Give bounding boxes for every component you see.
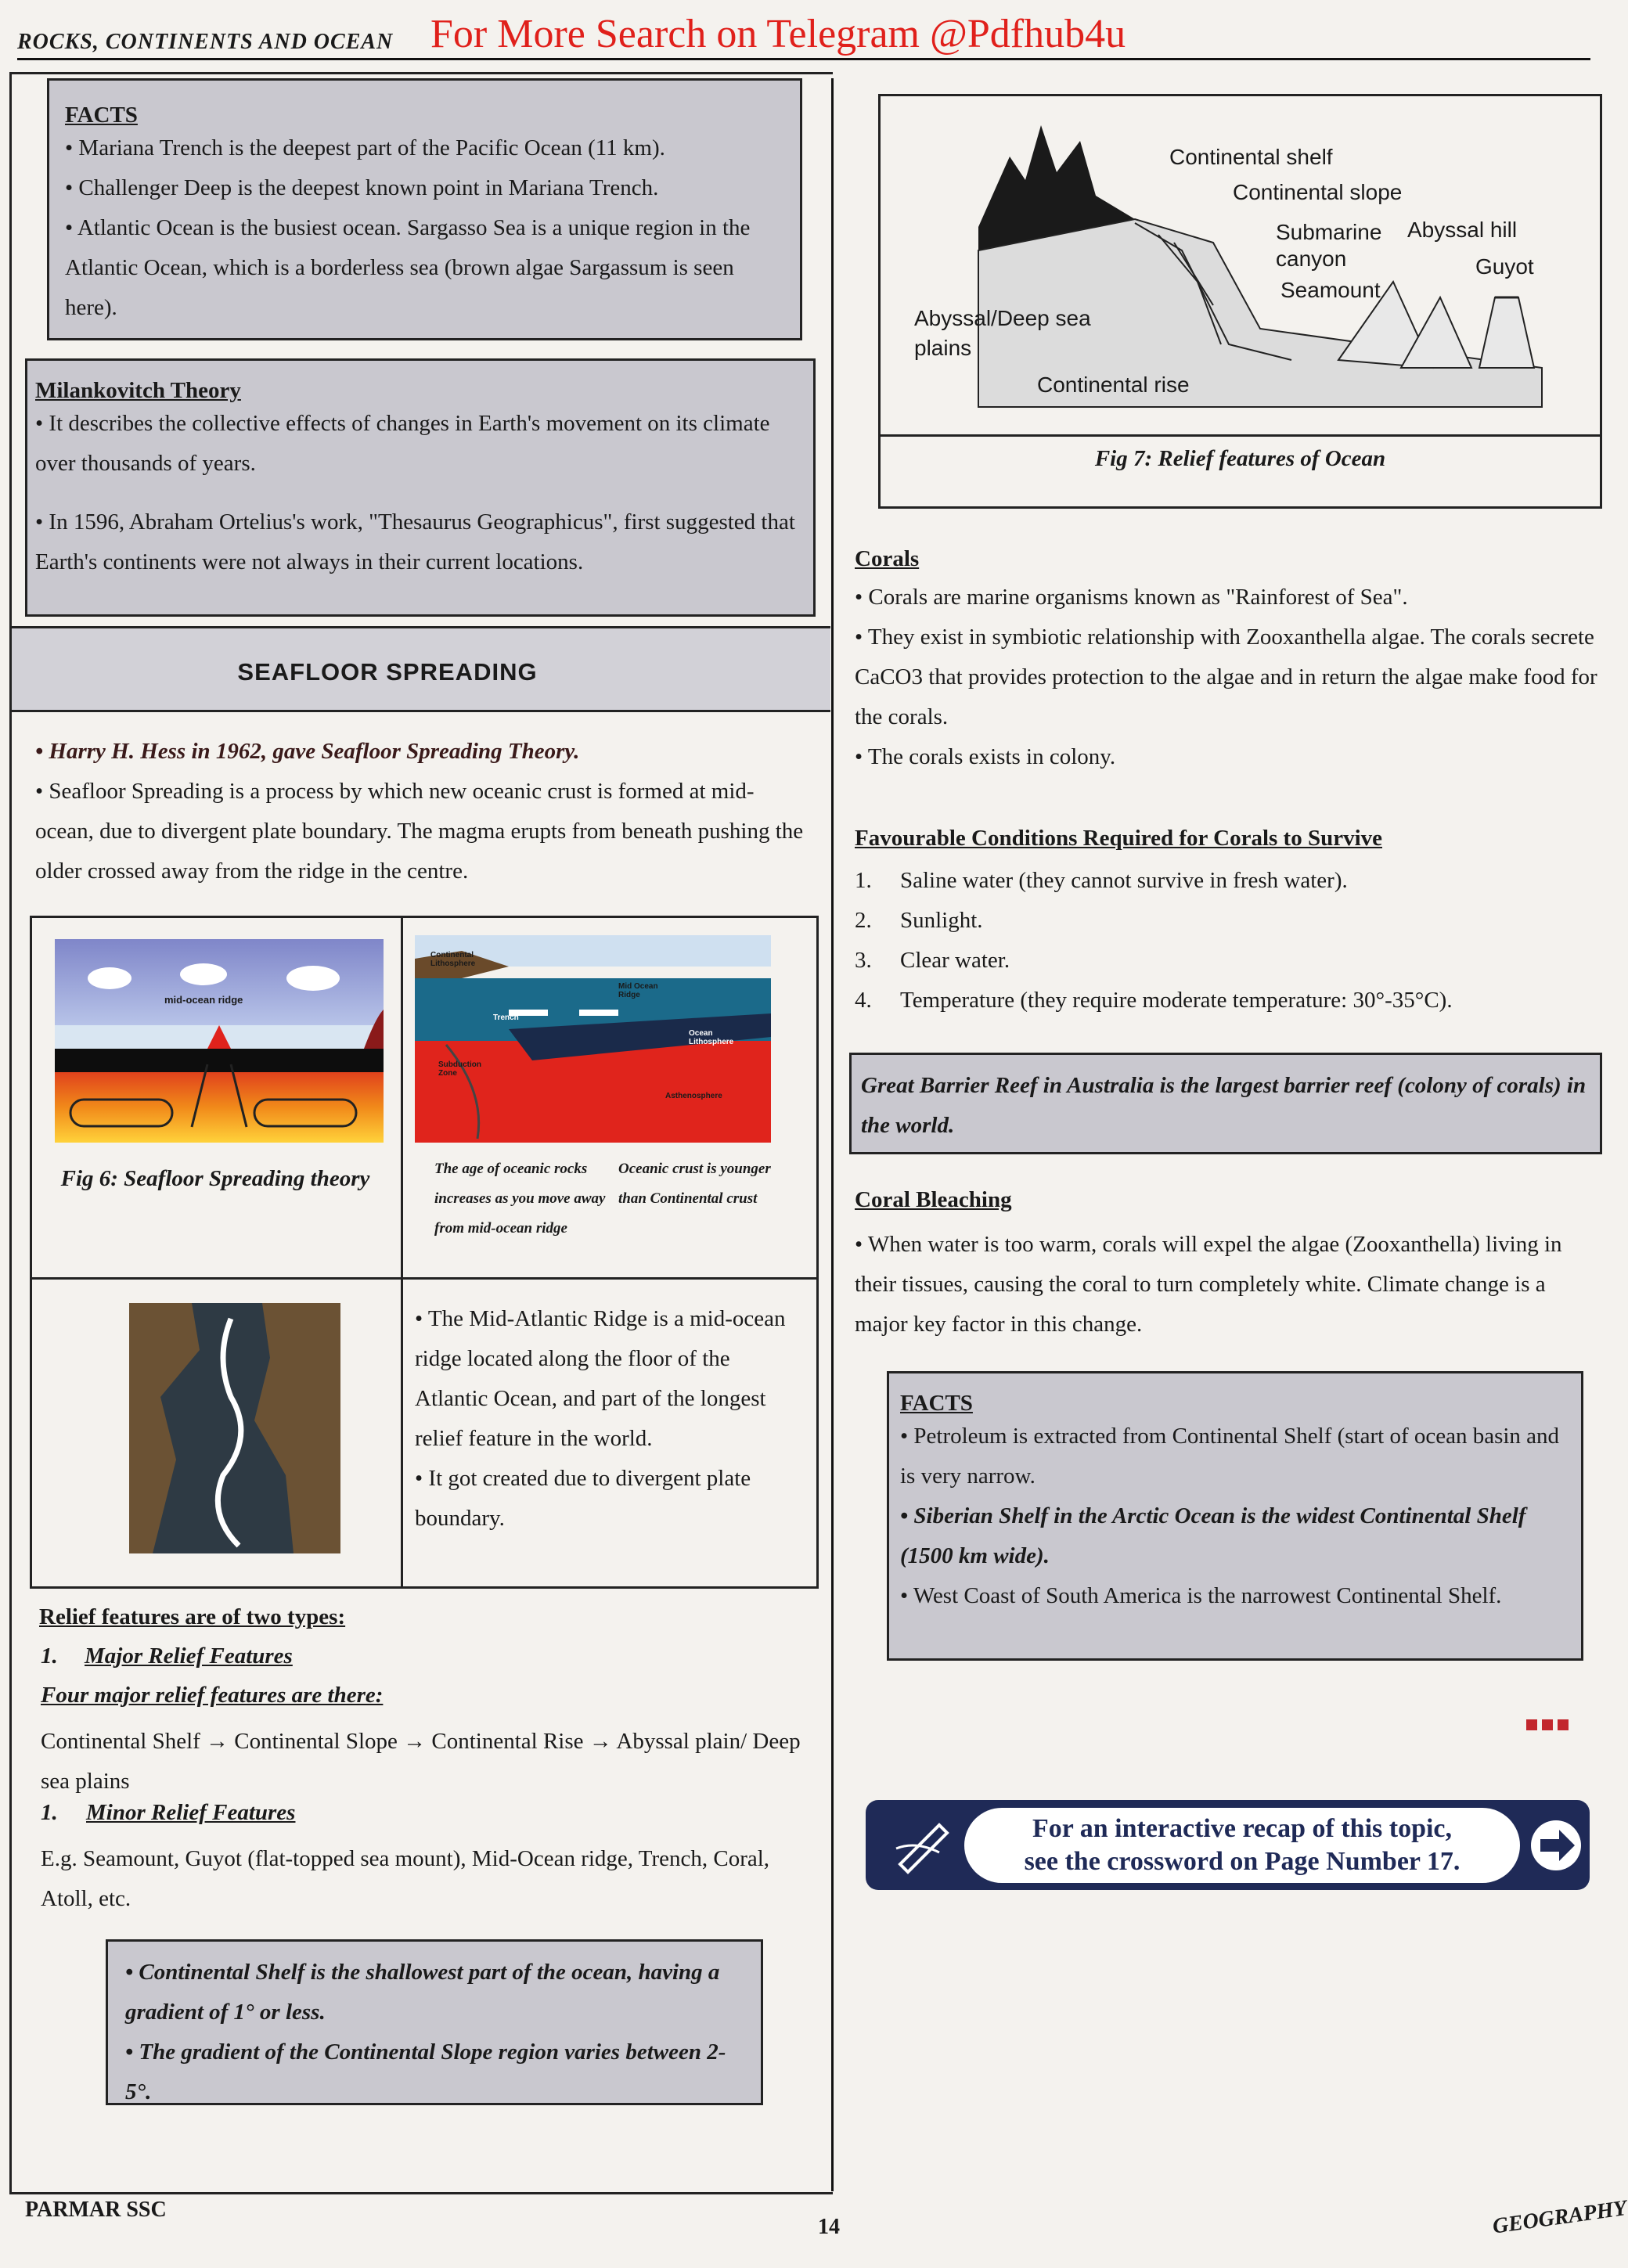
note-crust: Oceanic crust is younger than Continental crust	[618, 1161, 771, 1207]
condition-text: Saline water (they cannot survive in fresh water).	[900, 868, 1348, 893]
diagram-label: Mid Ocean Ridge	[618, 982, 658, 999]
relief-major-num: 1.	[41, 1643, 58, 1669]
condition-num: 2.	[855, 908, 872, 933]
reef-text: Great Barrier Reef in Australia is the largest barrier reef (colony of corals) in the world.	[861, 1073, 1587, 1138]
fig6-caption: Fig 6: Seafloor Spreading theory	[60, 1166, 370, 1191]
recap-line1: For an interactive recap of this topic,	[1032, 1814, 1453, 1843]
facts-title: FACTS	[65, 103, 138, 128]
fig7-rule	[878, 434, 1602, 437]
facts-title: FACTS	[900, 1391, 973, 1416]
fig7-label: Continental shelf	[1169, 145, 1333, 169]
mid-atlantic-map	[129, 1303, 340, 1553]
coral-item: • Corals are marine organisms known as "Rainforest of Sea".	[855, 578, 1598, 617]
condition-text: Clear water.	[900, 948, 1010, 973]
relief-sequence: Continental Shelf → Continental Slope → Continental Rise → Abyssal plain/ Deep sea plains	[41, 1729, 801, 1794]
corals-title: Corals	[855, 546, 920, 571]
recap-line2: see the crossword on Page Number 17.	[1024, 1847, 1461, 1876]
condition-num: 4.	[855, 988, 872, 1013]
relief-title: Relief features are of two types:	[39, 1604, 346, 1629]
conditions-list	[855, 861, 1598, 1021]
relief-major: Major Relief Features	[85, 1643, 293, 1669]
diagram-label: Asthenosphere	[665, 1092, 722, 1100]
fig7-label: Submarine canyon	[1276, 220, 1382, 271]
telegram-banner: For More Search on Telegram @Pdfhub4u	[430, 12, 1126, 56]
fact-item: • Siberian Shelf in the Arctic Ocean is the widest Continental Shelf (1500 km wide).	[900, 1496, 1570, 1576]
milankovitch-item: • In 1596, Abraham Ortelius's work, "Thesaurus Geographicus", first suggested that Earth's continents were not always in their current locations.	[35, 502, 805, 582]
footer-publisher: PARMAR SSC	[25, 2198, 167, 2222]
seafloor-item: • Seafloor Spreading is a process by which new oceanic crust is formed at mid-ocean, due to divergent plate boundary. The magma erupts from beneath pushing the older crossed away from the ridge in the centre.	[35, 772, 810, 891]
seafloor-heading-band	[12, 626, 830, 712]
diagram-label: Continental Lithosphere	[430, 951, 476, 968]
mid-atlantic-text	[415, 1299, 798, 1539]
condition-text: Sunlight.	[900, 908, 983, 933]
shelf-item: • The gradient of the Continental Slope region varies between 2-5°.	[125, 2032, 745, 2112]
bleaching-text: • When water is too warm, corals will expel the algae (Zooxanthella) living in their tissues, causing the coral to turn completely white. Climate change is a major key factor in this change.	[855, 1225, 1598, 1345]
seafloor-item: • Harry H. Hess in 1962, gave Seafloor Spreading Theory.	[35, 732, 810, 772]
coral-item: • The corals exists in colony.	[855, 737, 1598, 777]
page-number: 14	[818, 2215, 840, 2239]
fig6-label: mid-ocean ridge	[164, 994, 243, 1006]
milankovitch-title: Milankovitch Theory	[35, 378, 241, 403]
figure-table-divider	[401, 916, 403, 1589]
shelf-gradient-box	[106, 1939, 763, 2105]
fig7-label: Continental rise	[1037, 373, 1190, 397]
fig7-label: Continental slope	[1233, 180, 1403, 204]
header-rule	[17, 58, 1590, 60]
condition-item	[855, 901, 1598, 941]
fig7-label: Abyssal hill	[1407, 218, 1518, 242]
condition-item	[855, 941, 1598, 981]
corals-text	[855, 578, 1598, 777]
note-age: The age of oceanic rocks increases as you move away from mid-ocean ridge	[434, 1161, 606, 1237]
chapter-title: ROCKS, CONTINENTS AND OCEAN	[17, 30, 394, 54]
section-end-marker	[1526, 1719, 1569, 1730]
reef-box	[849, 1053, 1602, 1154]
condition-item	[855, 861, 1598, 901]
arrow-right-icon[interactable]	[1528, 1816, 1584, 1875]
condition-text: Temperature (they require moderate temperature: 30°-35°C).	[900, 988, 1453, 1013]
fact-item: • Mariana Trench is the deepest part of the Pacific Ocean (11 km).	[65, 128, 784, 168]
facts-box-1	[47, 78, 802, 340]
fig7-label: Abyssal/Deep sea plains	[914, 306, 1091, 360]
seafloor-text	[35, 732, 810, 891]
milankovitch-box	[25, 358, 816, 617]
conditions-title: Favourable Conditions Required for Corals to Survive	[855, 826, 1383, 851]
bleaching-text-wrap	[855, 1225, 1598, 1345]
fig7-label: Guyot	[1475, 254, 1534, 279]
fig7-caption: Fig 7: Relief features of Ocean	[1094, 446, 1386, 471]
milankovitch-item: • It describes the collective effects of changes in Earth's movement on its climate over thousands of years.	[35, 404, 805, 484]
fact-item: • Atlantic Ocean is the busiest ocean. Sargasso Sea is a unique region in the Atlantic Ocean, which is a borderless sea (brown algae Sargassum is seen here).	[65, 208, 784, 328]
fact-item: • Challenger Deep is the deepest known point in Mariana Trench.	[65, 168, 784, 208]
recap-text	[964, 1808, 1520, 1883]
diagram-label: Ocean Lithosphere	[689, 1029, 734, 1046]
coral-item: • They exist in symbiotic relationship with Zooxanthella algae. The corals secrete CaCO3 that provides protection to the algae and in return the algae make food for the corals.	[855, 617, 1598, 737]
condition-num: 1.	[855, 868, 872, 893]
footer-subject: GEOGRAPHY	[1491, 2195, 1628, 2239]
condition-num: 3.	[855, 948, 872, 973]
bleaching-title: Coral Bleaching	[855, 1187, 1012, 1212]
relief-four: Four major relief features are there:	[41, 1683, 384, 1708]
mar-item: • The Mid-Atlantic Ridge is a mid-ocean ridge located along the floor of the Atlantic Ocean, and part of the longest relief feature in the world.	[415, 1299, 798, 1459]
condition-item	[855, 981, 1598, 1021]
fact-item: • Petroleum is extracted from Continental Shelf (start of ocean basin and is very narrow.	[900, 1417, 1570, 1496]
fig7-label: Seamount	[1280, 278, 1381, 302]
relief-minor: Minor Relief Features	[86, 1800, 296, 1825]
facts-box-2	[887, 1371, 1583, 1661]
seafloor-heading: SEAFLOOR SPREADING	[237, 658, 538, 686]
diagram-label: Subduction Zone	[438, 1060, 481, 1078]
diagram-label: Trench	[493, 1013, 519, 1022]
figure-table-divider	[30, 1277, 819, 1280]
shelf-item: • Continental Shelf is the shallowest part of the ocean, having a gradient of 1° or less.	[125, 1953, 745, 2032]
seafloor-spreading-illustration	[55, 939, 384, 1143]
fact-item: • West Coast of South America is the narrowest Continental Shelf.	[900, 1576, 1570, 1616]
relief-minor-eg: E.g. Seamount, Guyot (flat-topped sea mount), Mid-Ocean ridge, Trench, Coral, Atoll, etc.	[41, 1846, 770, 1911]
pencil-icon	[892, 1817, 955, 1872]
relief-minor-num: 1.	[41, 1800, 58, 1825]
mar-item: • It got created due to divergent plate boundary.	[415, 1459, 798, 1539]
